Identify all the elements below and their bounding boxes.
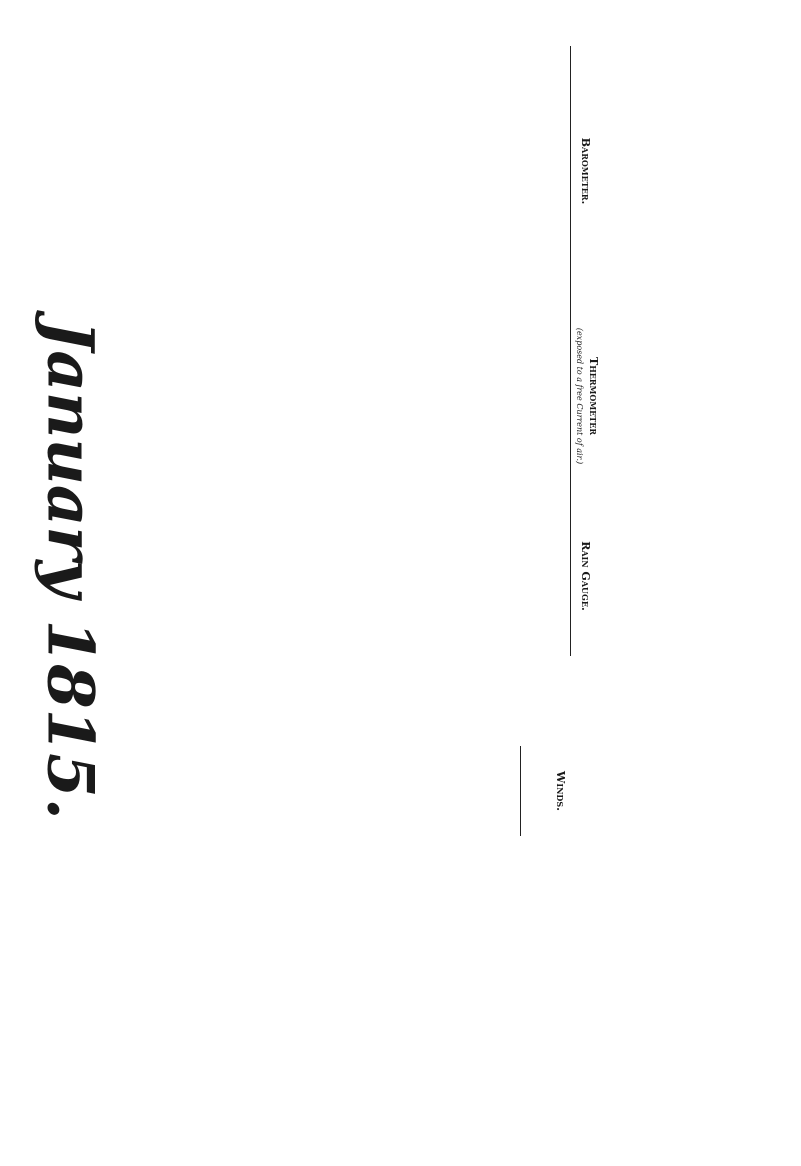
- thermometer-subheader: (exposed to a free Current of air.): [575, 327, 584, 465]
- summary-section: [420, 560, 610, 1120]
- thermometer-header: Thermometer (exposed to a free Current of air.): [570, 296, 600, 496]
- winds-header: Winds.: [520, 746, 600, 836]
- barometer-header: Barometer.: [570, 46, 600, 296]
- rain-gauge-header: Rain Gauge.: [570, 496, 600, 656]
- page-title: January 1815.: [32, 320, 108, 820]
